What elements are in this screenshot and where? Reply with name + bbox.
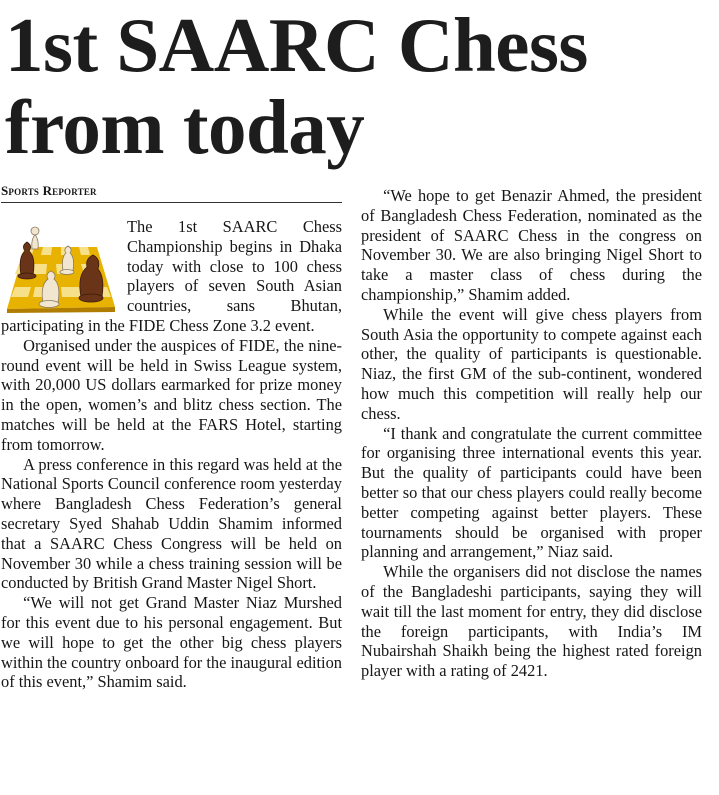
headline: 1st SAARC Chess from today [5,2,588,170]
paragraph: “We hope to get Benazir Ahmed, the president of Bangladesh Chess Federation, nominated as the president of SAARC Chess in the congress on November 30. We are also bringing Nigel Short to take a master class of chess during the championship,” Shamim added. [361,186,702,304]
article-column-right [361,186,702,681]
paragraph: While the event will give chess players from South Asia the opportunity to compete against each other, the quality of participants is questionable. Niaz, the first GM of the sub-continent, wondered how much this competition will really help our chess. [361,304,702,423]
paragraph: Organised under the auspices of FIDE, the nine-round event will be held in Swiss League system, with 20,000 US dollars earmarked for prize money in the open, women’s and blitz chess section. The matches will be held at the FARS Hotel, starting from tomorrow. [1,335,342,454]
byline [1,184,342,203]
byline-text: Sports Reporter [1,183,97,198]
article-column-left [1,184,342,692]
paragraph: “I thank and congratulate the current committee for organising three international events this year. But the quality of participants could have been better so that our chess players could really become better competing against better players. These tournaments should be organised with proper planning and arrangement,” Niaz said. [361,423,702,562]
paragraph: “We will not get Grand Master Niaz Murshed for this event due to his personal engagement. But we will hope to get the other big chess players within the country onboard for the inaugural edition of this event,” Shamim said. [1,593,342,692]
chess-pieces-on-board-icon [1,217,123,313]
paragraph: While the organisers did not disclose the names of the Bangladeshi participants, saying they will wait till the last moment for entry, they did disclose the foreign participants, with India’s IM Nubairshah Shaikh being the highest rated foreign player with a rating of 2421. [361,562,702,681]
paragraph: A press conference in this regard was held at the National Sports Council conference room yesterday where Bangladesh Chess Federation’s general secretary Syed Shahab Uddin Shamim informed that a SAARC Chess Congress will be held on November 30 while a chess training session will be conducted by British Grand Master Nigel Short. [1,454,342,593]
paragraph: The 1st SAARC Chess Championship begins in Dhaka today with close to 100 chess players of seven South Asian countries, sans Bhutan, participating in the FIDE Chess Zone 3.2 event. [1,217,342,335]
